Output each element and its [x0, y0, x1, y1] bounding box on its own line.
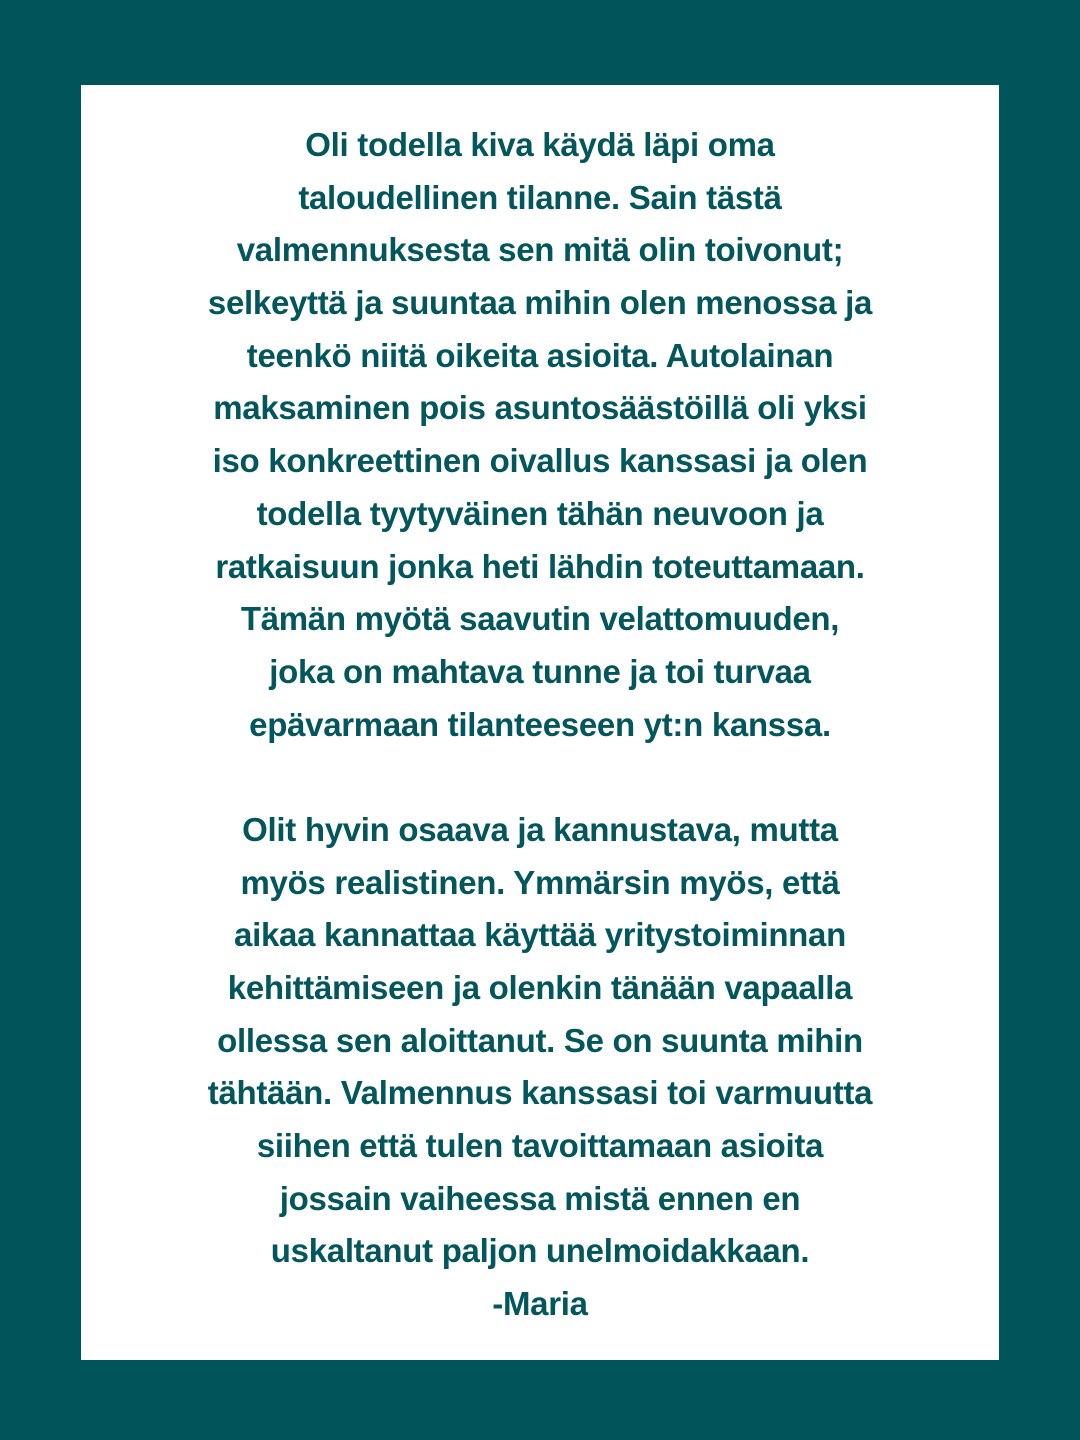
author-signature: -Maria	[492, 1285, 588, 1323]
text-line: siihen että tulen tavoittamaan asioita	[256, 1127, 824, 1165]
text-line: maksaminen pois asuntosäästöillä oli yksi	[213, 389, 867, 427]
text-line: Oli todella kiva käydä läpi oma	[305, 126, 775, 163]
text-line: epävarmaan tilanteeseen yt:n kanssa.	[249, 705, 831, 743]
text-line: Tämän myötä saavutin velattomuuden,	[240, 600, 840, 638]
text-line: ratkaisuun jonka heti lähdin toteuttamaan.	[215, 547, 865, 585]
text-line: kehittämiseen ja olenkin tänään vapaalla	[227, 969, 853, 1006]
text-line: Olit hyvin osaava ja kannustava, mutta	[242, 810, 838, 848]
text-line: uskaltanut paljon unelmoidakkaan.	[270, 1232, 810, 1270]
text-line: todella tyytyväinen tähän neuvoon ja	[256, 494, 824, 532]
testimonial-card	[81, 85, 999, 1360]
text-line: joka on mahtava tunne ja toi turvaa	[269, 652, 811, 690]
text-line: jossain vaiheessa mistä ennen en	[279, 1179, 801, 1217]
paragraph-2	[81, 804, 999, 1278]
text-line: tähtään. Valmennus kanssasi toi varmuutta	[207, 1074, 873, 1112]
text-line: myös realistinen. Ymmärsin myös, että	[240, 863, 840, 901]
paragraph-spacer	[81, 751, 999, 804]
text-line: aikaa kannattaa käyttää yritystoiminnan	[234, 916, 846, 954]
text-line: taloudellinen tilanne. Sain tästä	[298, 178, 782, 216]
text-line: iso konkreettinen oivallus kanssasi ja olen	[212, 442, 868, 480]
text-line: selkeyttä ja suuntaa mihin olen menossa ja	[207, 284, 873, 322]
paragraph-1	[81, 119, 999, 751]
text-line: teenkö niitä oikeita asioita. Autolainan	[246, 336, 834, 374]
text-line: valmennuksesta sen mitä olin toivonut;	[236, 231, 844, 269]
testimonial-text	[81, 119, 999, 1331]
text-line: ollessa sen aloittanut. Se on suunta mihin	[217, 1021, 863, 1059]
